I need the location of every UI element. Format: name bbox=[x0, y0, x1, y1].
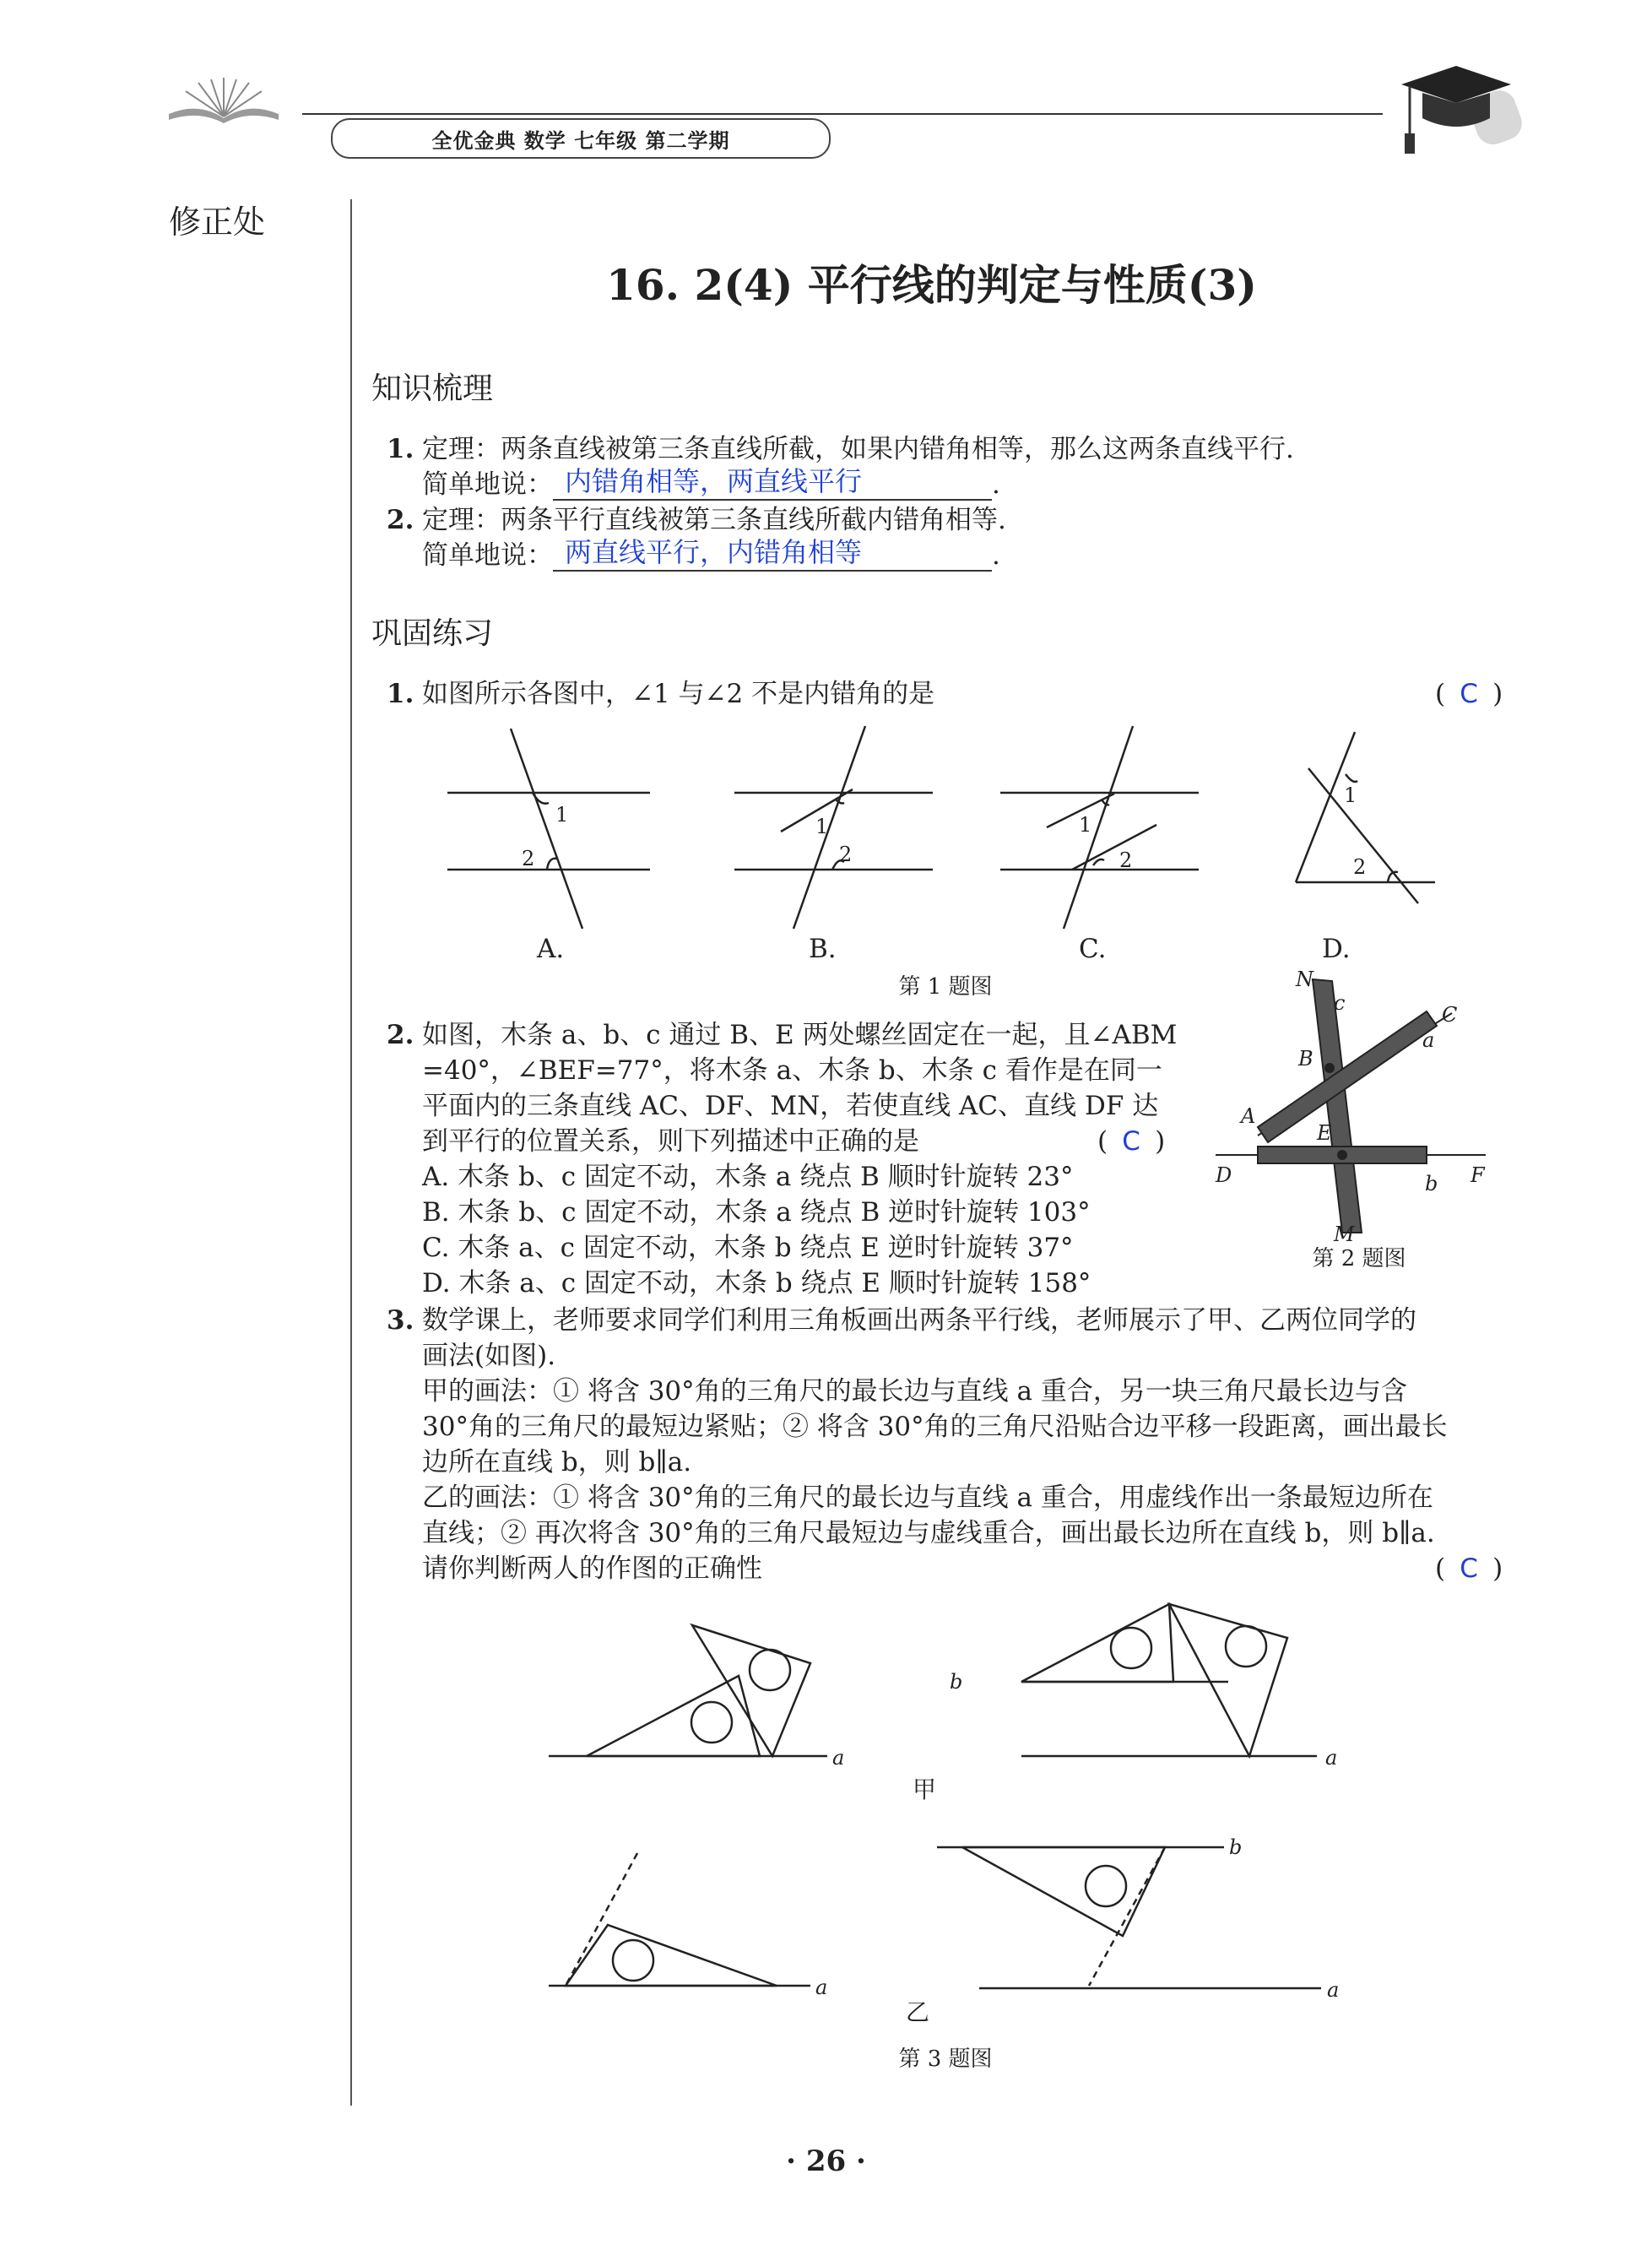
question-2-caption: 第 2 题图 bbox=[1312, 1246, 1406, 1271]
review-item-2 bbox=[387, 505, 1006, 536]
label-e-point: E bbox=[1317, 1121, 1332, 1145]
question-3-text-7: 直线；② 再次将含 30°角的三角尺最短边与虚线重合，画出最长边所在直线 b，则 b∥a. bbox=[422, 1518, 1435, 1548]
figure-b-option: B. bbox=[809, 934, 837, 964]
question-2-choice-c[interactable]: C. 木条 a、c 固定不动，木条 b 绕点 E 逆时针旋转 37° bbox=[422, 1233, 1074, 1263]
question-3-line-1 bbox=[387, 1305, 1416, 1336]
question-2-answer: C bbox=[1122, 1126, 1140, 1157]
label-d-point: D bbox=[1216, 1163, 1232, 1187]
figure-c-option: C. bbox=[1079, 934, 1107, 964]
figure-d-label-2: 2 bbox=[1353, 855, 1367, 879]
label-a-strip: a bbox=[1422, 1028, 1435, 1052]
question-3-text-4: 30°角的三角尺的最短边紧贴；② 将含 30°角的三角尺沿贴合边平移一段距离，画出最长 bbox=[422, 1412, 1448, 1442]
label-b-point: B bbox=[1298, 1047, 1313, 1071]
question-1-number: 1. bbox=[387, 679, 414, 709]
review-item-2-text: 定理：两条平行直线被第三条直线所截内错角相等. bbox=[422, 505, 1006, 535]
review-item-1-fill bbox=[422, 464, 1000, 501]
question-2-text-2: =40°，∠BEF=77°，将木条 a、木条 b、木条 c 看作是在同一 bbox=[422, 1055, 1162, 1086]
yi-figure-right bbox=[937, 1835, 1339, 2002]
review-item-1-text: 定理：两条直线被第三条直线所截，如果内错角相等，那么这两条直线平行. bbox=[422, 434, 1294, 464]
review-item-2-number: 2. bbox=[387, 505, 414, 535]
question-3-text-2: 画法(如图). bbox=[422, 1341, 556, 1371]
question-1-answer-bracket[interactable]: ( C ) bbox=[1435, 679, 1503, 709]
question-2-choice-a[interactable]: A. 木条 b、c 固定不动，木条 a 绕点 B 顺时针旋转 23° bbox=[422, 1162, 1074, 1192]
question-2-text-4: 到平行的位置关系，则下列描述中正确的是 bbox=[422, 1126, 919, 1157]
question-1-caption: 第 1 题图 bbox=[898, 974, 993, 1000]
label-m-point: M bbox=[1334, 1222, 1355, 1241]
review-item-1-blank[interactable] bbox=[553, 464, 992, 501]
review-item-1-end: . bbox=[992, 469, 1000, 500]
yi-label: 乙 bbox=[905, 1998, 929, 2026]
question-2-choice-d[interactable]: D. 木条 a、c 固定不动，木条 b 绕点 E 顺时针旋转 158° bbox=[422, 1268, 1091, 1298]
question-2-text-3: 平面内的三条直线 AC、DF、MN，若使直线 AC、直线 DF 达 bbox=[422, 1091, 1159, 1121]
review-item-2-fill bbox=[422, 535, 1000, 572]
section-review-heading: 知识梳理 bbox=[371, 371, 494, 406]
review-item-1-answer: 内错角相等，两直线平行 bbox=[565, 464, 863, 497]
question-1-figures bbox=[422, 722, 1469, 941]
review-item-2-answer: 两直线平行，内错角相等 bbox=[565, 535, 863, 568]
jia-figure-right bbox=[950, 1604, 1337, 1770]
yi-figure-left bbox=[549, 1853, 827, 1999]
page-number: · 26 · bbox=[786, 2144, 866, 2178]
figure-a-label-2: 2 bbox=[522, 847, 535, 870]
section-practice-heading: 巩固练习 bbox=[371, 616, 494, 651]
figure-a-option: A. bbox=[537, 934, 565, 964]
question-2-choice-b[interactable]: B. 木条 b、c 固定不动，木条 a 绕点 B 逆时针旋转 103° bbox=[422, 1197, 1091, 1228]
header-rule bbox=[302, 113, 1383, 115]
figure-a-label-1: 1 bbox=[555, 803, 569, 827]
screw-b bbox=[1325, 1064, 1334, 1072]
yi-left-label-a: a bbox=[815, 1976, 828, 1999]
question-3-answer-bracket[interactable]: ( C ) bbox=[1435, 1553, 1503, 1584]
question-3-caption: 第 3 题图 bbox=[898, 2046, 993, 2072]
review-item-2-blank[interactable] bbox=[553, 535, 992, 572]
figure-c bbox=[1000, 726, 1199, 929]
series-title: 全优金典 数学 七年级 第二学期 bbox=[331, 118, 831, 159]
review-item-1-number: 1. bbox=[387, 434, 414, 464]
question-3-answer: C bbox=[1460, 1553, 1478, 1584]
review-item-1 bbox=[387, 434, 1294, 465]
review-item-2-end: . bbox=[992, 540, 1000, 571]
question-3-text-3: 甲的画法：① 将含 30°角的三角尺的最长边与直线 a 重合，另一块三角尺最长边与含 bbox=[422, 1376, 1407, 1407]
question-2-answer-bracket[interactable]: ( C ) bbox=[1097, 1126, 1166, 1157]
question-3-text-5: 边所在直线 b，则 b∥a. bbox=[422, 1447, 692, 1477]
question-1 bbox=[387, 679, 934, 710]
label-f-point: F bbox=[1471, 1163, 1485, 1187]
review-item-1-prompt: 简单地说： bbox=[422, 469, 553, 500]
jia-figure-left bbox=[549, 1625, 844, 1770]
screw-e bbox=[1338, 1151, 1346, 1159]
label-b-strip: b bbox=[1425, 1172, 1438, 1195]
question-2-number: 2. bbox=[387, 1020, 414, 1050]
yi-right-label-a: a bbox=[1327, 1978, 1340, 2002]
correction-margin-label: 修正处 bbox=[169, 203, 266, 241]
question-2-line-1 bbox=[387, 1020, 1177, 1051]
figure-b bbox=[734, 726, 933, 929]
yi-right-label-b: b bbox=[1229, 1835, 1243, 1859]
question-3-text-6: 乙的画法：① 将含 30°角的三角尺的最长边与直线 a 重合，用虚线作出一条最短边所在 bbox=[422, 1483, 1433, 1513]
figure-a bbox=[447, 729, 650, 929]
question-2-figure bbox=[1207, 962, 1494, 1241]
figure-c-label-2: 2 bbox=[1119, 848, 1133, 872]
jia-right-label-b: b bbox=[950, 1670, 963, 1694]
jia-right-label-a: a bbox=[1325, 1746, 1338, 1770]
review-item-2-prompt: 简单地说： bbox=[422, 540, 553, 571]
jia-label: 甲 bbox=[912, 1775, 936, 1803]
figure-b-label-1: 1 bbox=[815, 815, 829, 838]
label-n: N bbox=[1296, 968, 1313, 991]
page-title: 16. 2(4) 平行线的判定与性质(3) bbox=[606, 260, 1257, 310]
margin-rule bbox=[350, 199, 352, 2106]
question-3-text-1: 数学课上，老师要求同学们利用三角板画出两条平行线，老师展示了甲、乙两位同学的 bbox=[422, 1305, 1416, 1336]
question-3-figures bbox=[532, 1596, 1443, 2035]
figure-d-label-1: 1 bbox=[1344, 783, 1357, 807]
question-2-text-1: 如图，木条 a、b、c 通过 B、E 两处螺丝固定在一起，且∠ABM bbox=[422, 1020, 1178, 1050]
label-c-point: C bbox=[1442, 1003, 1458, 1027]
question-1-text: 如图所示各图中，∠1 与∠2 不是内错角的是 bbox=[422, 679, 935, 709]
label-c-strip: c bbox=[1334, 991, 1346, 1015]
question-3-text-8: 请你判断两人的作图的正确性 bbox=[422, 1553, 762, 1584]
graduation-cap-icon bbox=[1393, 59, 1536, 160]
jia-left-label-a: a bbox=[832, 1746, 845, 1770]
question-1-answer: C bbox=[1460, 679, 1478, 709]
question-3-number: 3. bbox=[387, 1305, 414, 1336]
figure-b-label-2: 2 bbox=[839, 843, 853, 866]
figure-c-label-1: 1 bbox=[1079, 813, 1092, 837]
book-logo-icon bbox=[165, 76, 283, 127]
label-a-point: A bbox=[1241, 1104, 1256, 1128]
figure-d bbox=[1296, 732, 1435, 903]
figure-d-option: D. bbox=[1322, 934, 1351, 964]
